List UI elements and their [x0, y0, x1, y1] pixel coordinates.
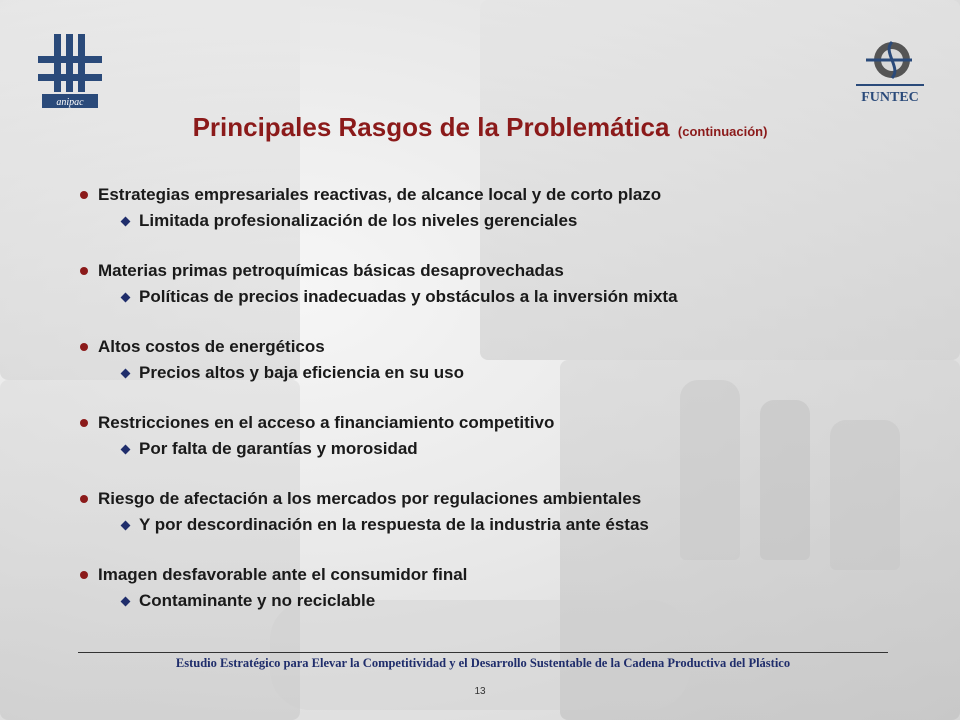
sub-bullet-item [80, 588, 840, 614]
diamond-bullet-icon [121, 520, 131, 530]
bullet-item [80, 486, 840, 512]
sub-bullet-item [80, 436, 840, 462]
bullet-dot-icon [80, 343, 88, 351]
sub-bullet-text: Por falta de garantías y morosidad [139, 439, 418, 458]
sub-bullet-text: Y por descordinación en la respuesta de la industria ante éstas [139, 515, 649, 534]
funtec-logo-text: FUNTEC [861, 90, 919, 105]
sub-bullet-text: Limitada profesionalización de los niveles gerenciales [139, 211, 578, 230]
bullet-item [80, 334, 840, 360]
bullet-group [80, 258, 840, 310]
diamond-bullet-icon [121, 596, 131, 606]
bullet-text: Estrategias empresariales reactivas, de alcance local y de corto plazo [98, 185, 662, 204]
diamond-bullet-icon [121, 292, 131, 302]
diamond-bullet-icon [121, 368, 131, 378]
bullet-dot-icon [80, 419, 88, 427]
bullet-item [80, 258, 840, 284]
bullet-text: Restricciones en el acceso a financiamiento competitivo [98, 413, 555, 432]
diamond-bullet-icon [121, 444, 131, 454]
page-title-main: Principales Rasgos de la Problemática [192, 112, 670, 142]
footer-text: Estudio Estratégico para Elevar la Competitividad y el Desarrollo Sustentable de la Cadena Productiva del Plástico [175, 656, 791, 670]
background-bottle [830, 420, 900, 570]
page-title [0, 112, 960, 143]
bullet-group [80, 334, 840, 386]
sub-bullet-item [80, 284, 840, 310]
bullet-dot-icon [80, 495, 88, 503]
bullet-text: Materias primas petroquímicas básicas desaprovechadas [98, 261, 564, 280]
sub-bullet-text: Contaminante y no reciclable [139, 591, 376, 610]
bullet-text: Altos costos de energéticos [98, 337, 325, 356]
anipac-logo-text: anipac [56, 97, 84, 108]
page-number: 13 [474, 686, 486, 697]
bullet-item [80, 410, 840, 436]
diamond-bullet-icon [121, 216, 131, 226]
bullet-group [80, 486, 840, 538]
bullet-item [80, 562, 840, 588]
bullet-group [80, 562, 840, 614]
bullet-group [80, 410, 840, 462]
bullet-dot-icon [80, 191, 88, 199]
bullet-text: Riesgo de afectación a los mercados por regulaciones ambientales [98, 489, 642, 508]
bullet-dot-icon [80, 571, 88, 579]
footer-divider [78, 652, 888, 653]
bullet-item [80, 182, 840, 208]
sub-bullet-text: Políticas de precios inadecuadas y obstáculos a la inversión mixta [139, 287, 678, 306]
funtec-logo [852, 38, 928, 106]
bullet-dot-icon [80, 267, 88, 275]
sub-bullet-item [80, 512, 840, 538]
sub-bullet-text: Precios altos y baja eficiencia en su uso [139, 363, 465, 382]
sub-bullet-item [80, 208, 840, 234]
bullet-text: Imagen desfavorable ante el consumidor final [98, 565, 468, 584]
bullet-list [80, 182, 840, 638]
anipac-logo [30, 30, 110, 110]
page-title-sub: (continuación) [677, 124, 768, 139]
sub-bullet-item [80, 360, 840, 386]
bullet-group [80, 182, 840, 234]
